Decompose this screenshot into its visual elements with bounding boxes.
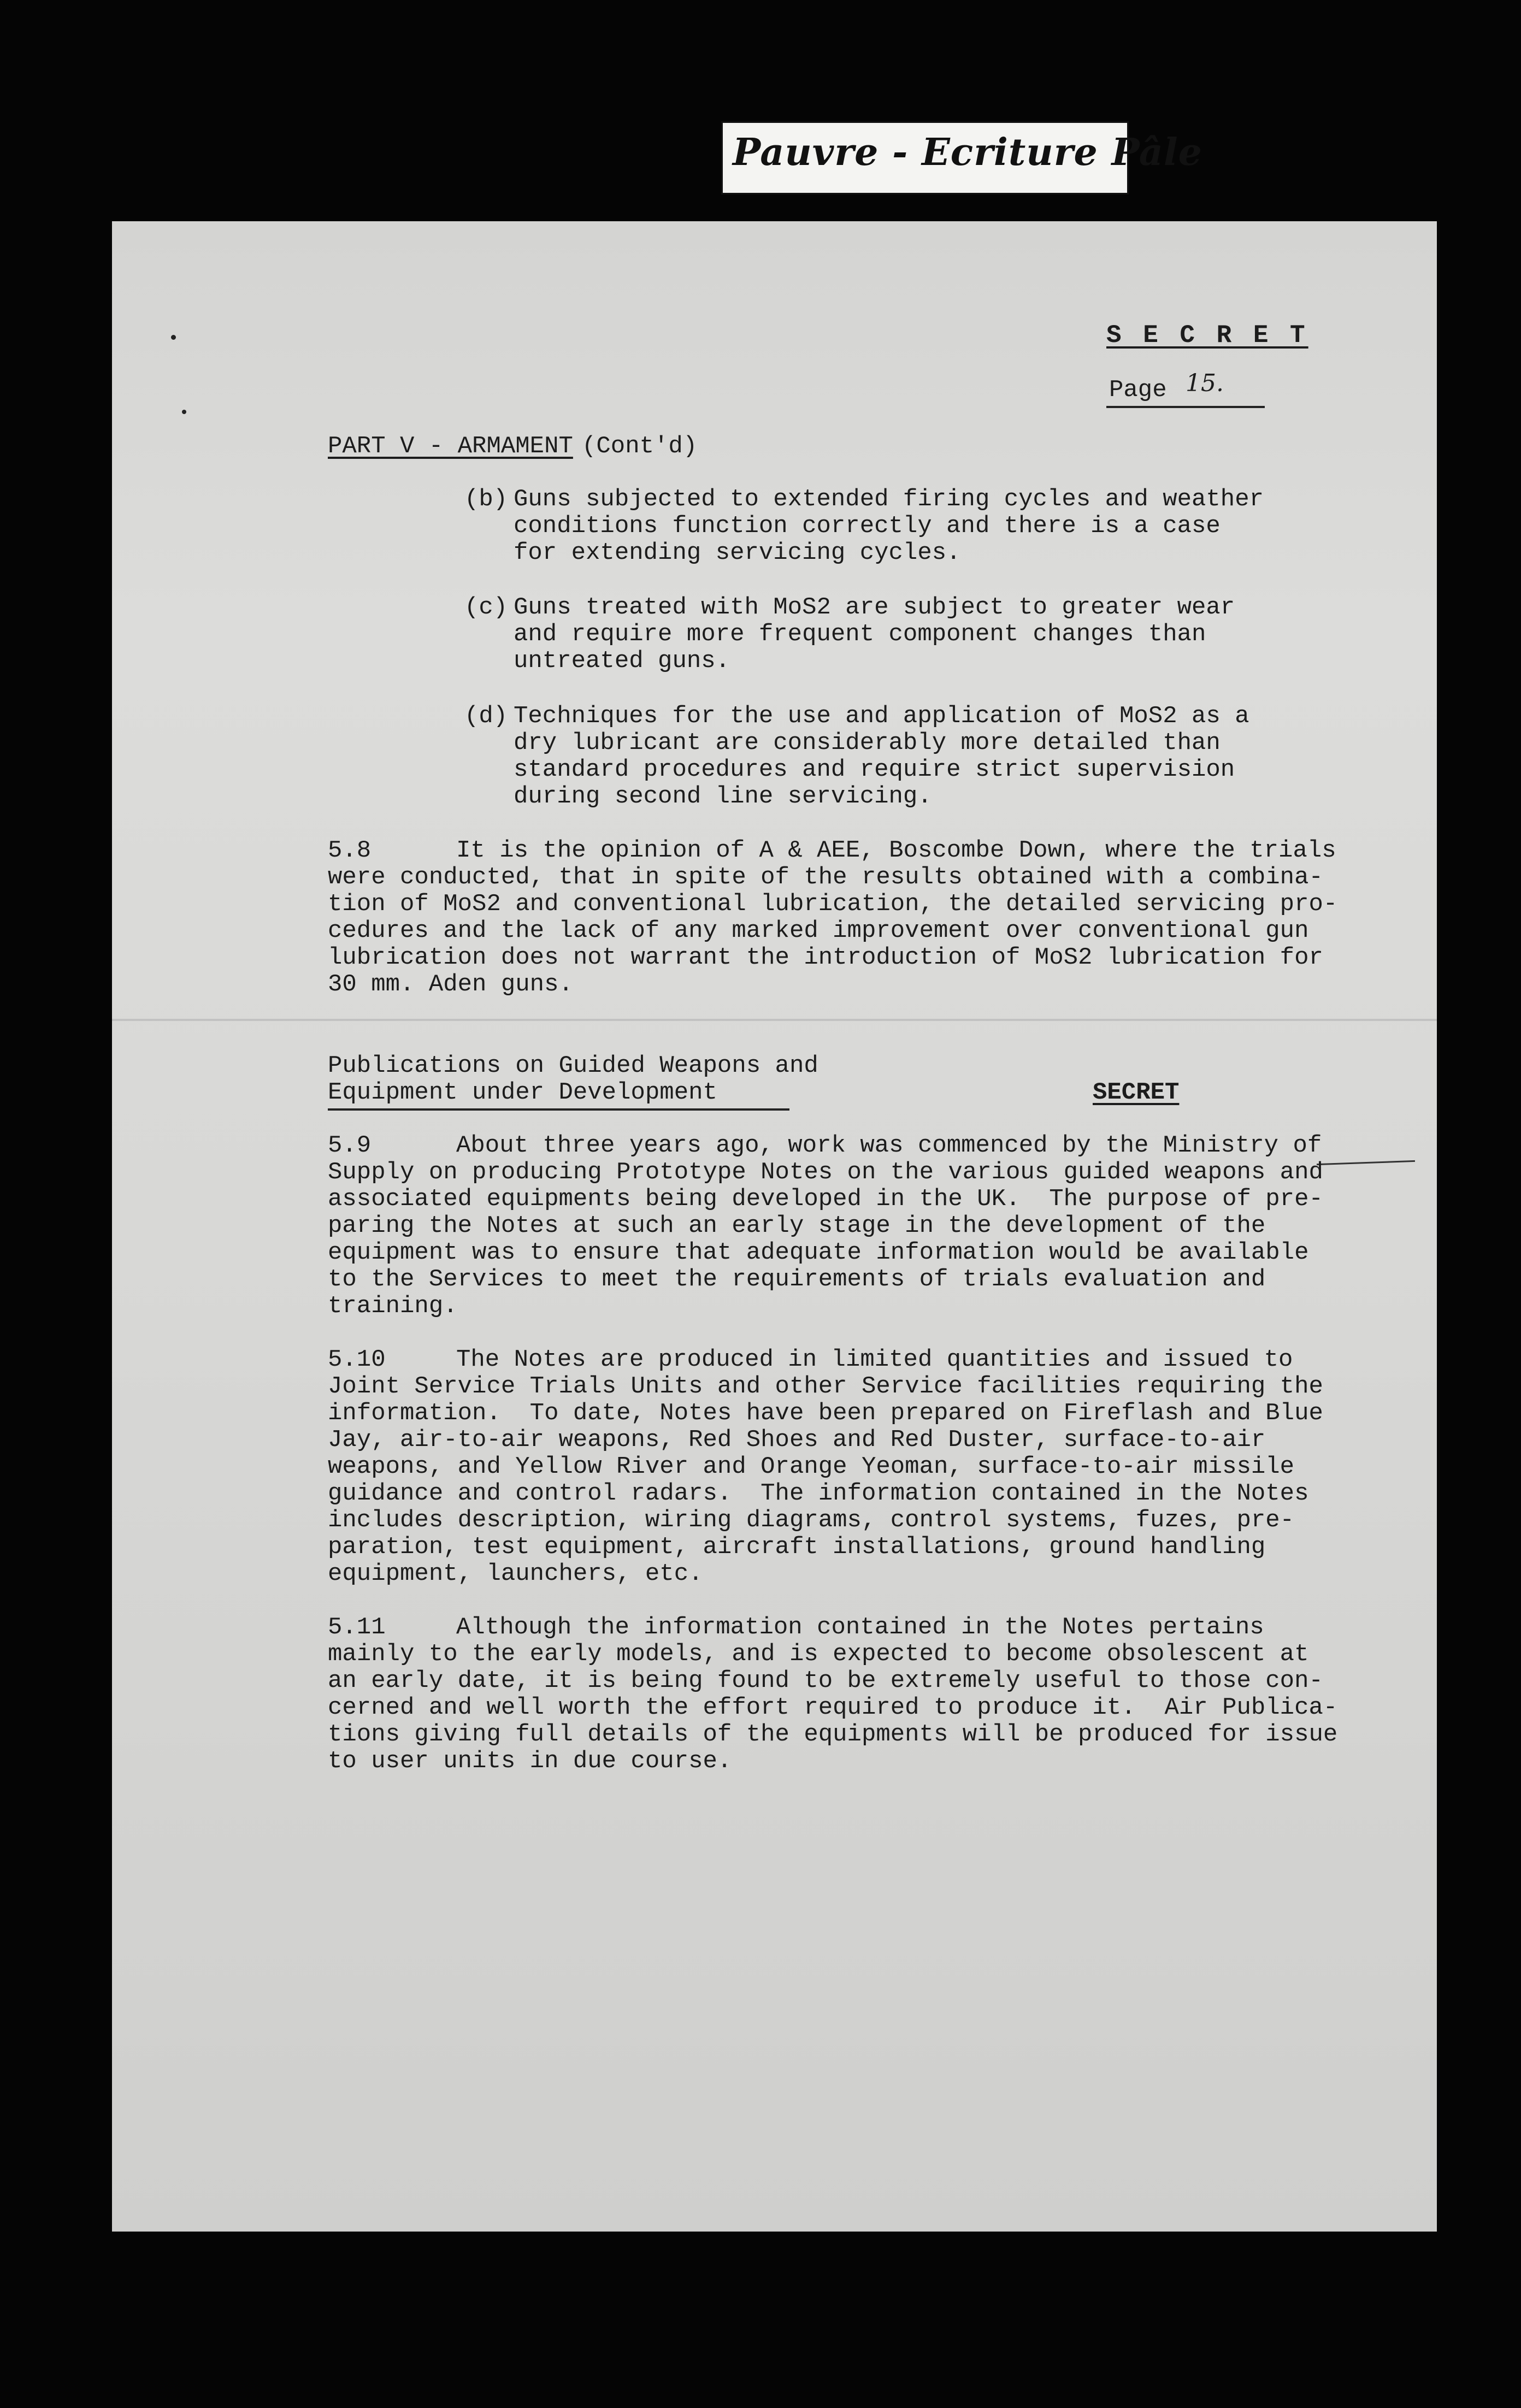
paragraph-line: information. To date, Notes have been prepared on Fireflash and Blue xyxy=(328,1400,1323,1427)
paragraph-line: an early date, it is being found to be extremely useful to those con- xyxy=(328,1667,1323,1695)
paragraph-line: were conducted, that in spite of the results obtained with a combina- xyxy=(328,864,1323,891)
document-page xyxy=(112,221,1437,2232)
paragraph-line: tion of MoS2 and conventional lubrication, the detailed servicing pro- xyxy=(328,890,1338,918)
page-speck xyxy=(182,410,186,414)
paragraph-line: to the Services to meet the requirements of trials evaluation and xyxy=(328,1266,1266,1293)
subsection-title: Publications on Guided Weapons and xyxy=(328,1052,818,1079)
item-line: untreated guns. xyxy=(514,647,730,675)
paragraph-line: cerned and well worth the effort required to produce it. Air Publica- xyxy=(328,1694,1338,1721)
subsection-underline xyxy=(328,1108,789,1111)
page-speck xyxy=(171,335,176,340)
item-line: Techniques for the use and application of MoS2 as a xyxy=(514,703,1249,730)
item-marker: (b) xyxy=(464,486,508,513)
page-label: Page xyxy=(1109,376,1167,404)
archive-label-text: Pauvre - Ecriture Pâle xyxy=(733,131,1202,174)
item-line: Guns treated with MoS2 are subject to greater wear xyxy=(514,594,1235,621)
section-title-suffix: (Cont'd) xyxy=(582,433,698,460)
item-line: standard procedures and require strict supervision xyxy=(514,756,1235,783)
paragraph-line: It is the opinion of A & AEE, Boscombe Down, where the trials xyxy=(456,837,1336,864)
paragraph-line: guidance and control radars. The information contained in the Notes xyxy=(328,1480,1309,1507)
paragraph-line: About three years ago, work was commenced by the Ministry of xyxy=(456,1132,1322,1159)
paragraph-line: weapons, and Yellow River and Orange Yeoman, surface-to-air missile xyxy=(328,1453,1295,1480)
paragraph-number: 5.10 xyxy=(328,1346,386,1373)
subsection-classification: SECRET xyxy=(1093,1079,1180,1106)
item-line: conditions function correctly and there is a case xyxy=(514,512,1221,540)
page-underline xyxy=(1106,406,1265,408)
paragraph-number: 5.8 xyxy=(328,837,372,864)
item-line: Guns subjected to extended firing cycles and weather xyxy=(514,486,1264,513)
item-marker: (d) xyxy=(464,703,508,730)
paragraph-line: Joint Service Trials Units and other Service facilities requiring the xyxy=(328,1373,1323,1400)
paragraph-line: cedures and the lack of any marked improvement over conventional gun xyxy=(328,917,1309,945)
paragraph-line: equipment, launchers, etc. xyxy=(328,1560,703,1587)
archive-label xyxy=(721,121,1202,194)
item-line: for extending servicing cycles. xyxy=(514,539,961,566)
handwritten-stroke xyxy=(1317,1160,1415,1165)
item-marker: (c) xyxy=(464,594,508,621)
section-title: PART V - ARMAMENT xyxy=(328,433,573,460)
item-line: and require more frequent component changes than xyxy=(514,621,1206,648)
item-line: dry lubricant are considerably more detailed than xyxy=(514,729,1221,757)
paragraph-line: paring the Notes at such an early stage in the development of the xyxy=(328,1212,1266,1240)
classification-header: S E C R E T xyxy=(1106,321,1308,350)
paragraph-line: Jay, air-to-air weapons, Red Shoes and Red Duster, surface-to-air xyxy=(328,1426,1266,1454)
paragraph-line: training. xyxy=(328,1292,458,1320)
paragraph-line: associated equipments being developed in the UK. The purpose of pre- xyxy=(328,1185,1323,1213)
page-fold xyxy=(112,1019,1437,1021)
paragraph-number: 5.11 xyxy=(328,1614,386,1641)
paragraph-line: Supply on producing Prototype Notes on the various guided weapons and xyxy=(328,1159,1323,1186)
paragraph-number: 5.9 xyxy=(328,1132,372,1159)
subsection-title: Equipment under Development xyxy=(328,1079,717,1106)
page-number: 15. xyxy=(1186,369,1224,397)
paragraph-line: mainly to the early models, and is expected to become obsolescent at xyxy=(328,1640,1309,1668)
paragraph-line: includes description, wiring diagrams, control systems, fuzes, pre- xyxy=(328,1507,1295,1534)
paragraph-line: lubrication does not warrant the introduction of MoS2 lubrication for xyxy=(328,944,1323,971)
paragraph-line: 30 mm. Aden guns. xyxy=(328,971,573,998)
paragraph-line: tions giving full details of the equipments will be produced for issue xyxy=(328,1721,1338,1748)
paragraph-line: to user units in due course. xyxy=(328,1748,732,1775)
paragraph-line: equipment was to ensure that adequate information would be available xyxy=(328,1239,1309,1266)
paragraph-line: Although the information contained in the Notes pertains xyxy=(456,1614,1264,1641)
item-line: during second line servicing. xyxy=(514,783,932,810)
paragraph-line: paration, test equipment, aircraft installations, ground handling xyxy=(328,1533,1266,1561)
paragraph-line: The Notes are produced in limited quantities and issued to xyxy=(456,1346,1293,1373)
